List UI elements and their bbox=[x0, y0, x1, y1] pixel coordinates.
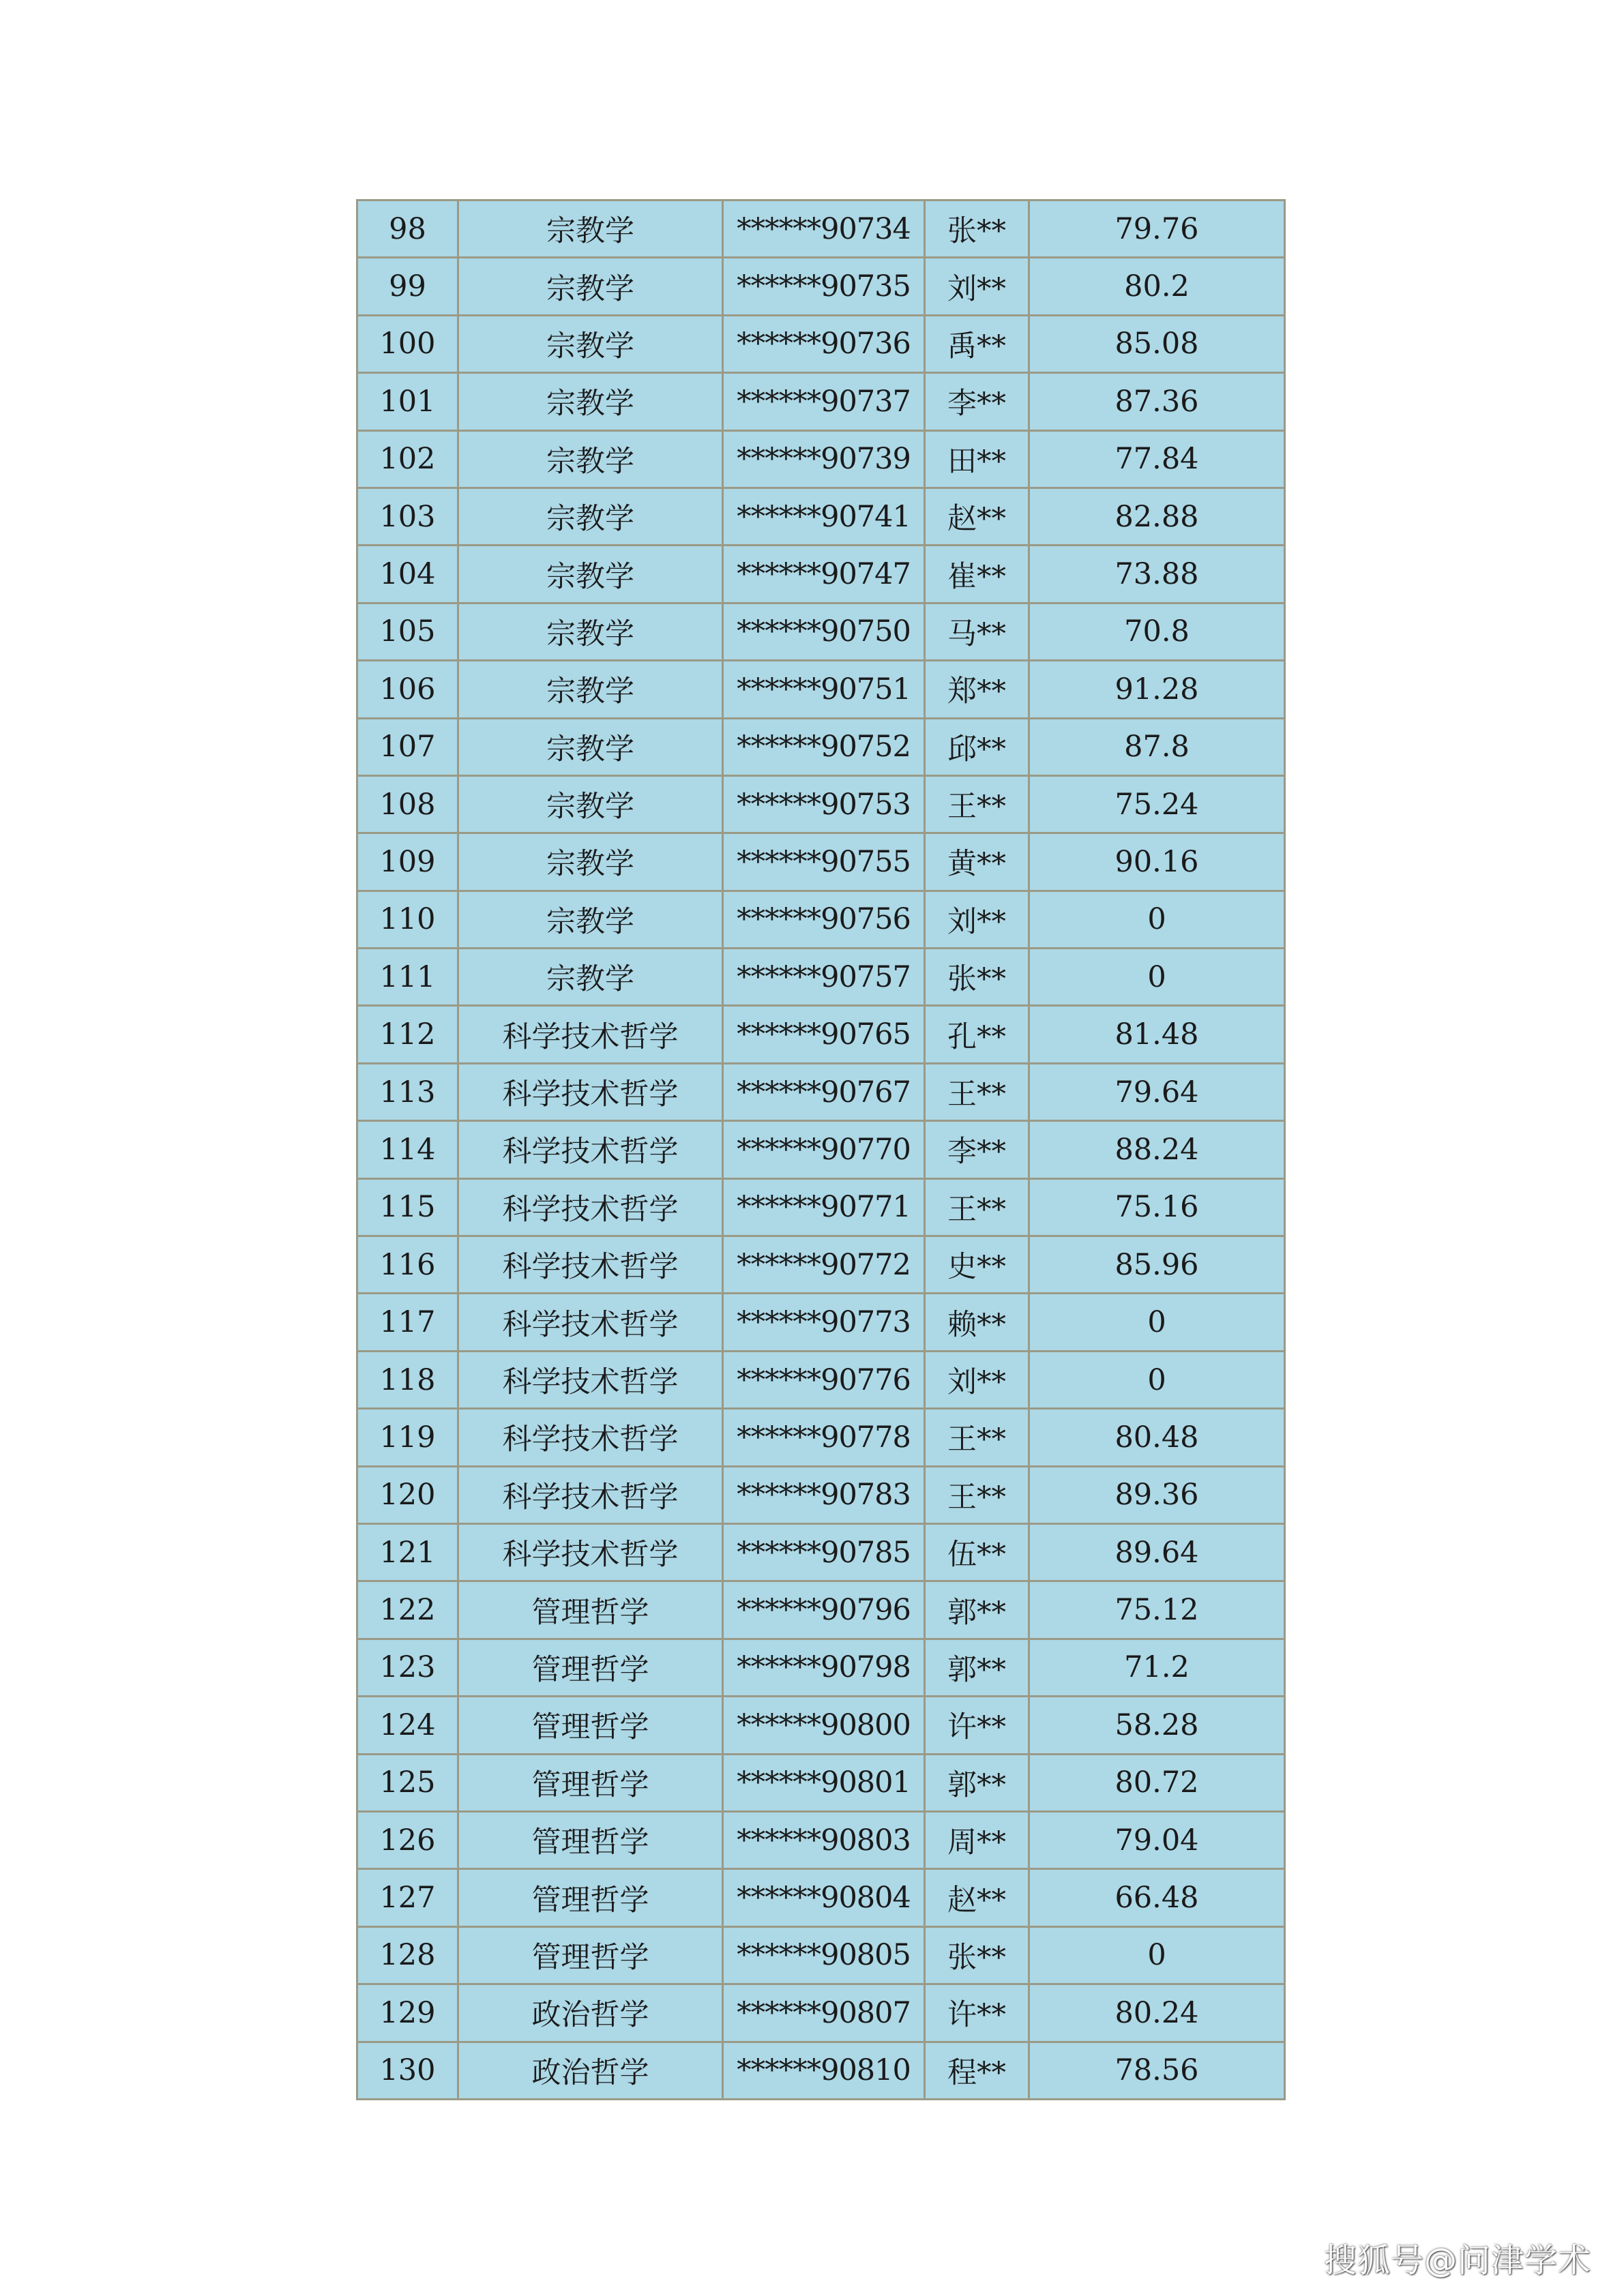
candidate-id-cell: ******90798 bbox=[723, 1639, 925, 1696]
candidate-name-cell: 张** bbox=[925, 949, 1029, 1006]
candidate-name-cell: 李** bbox=[925, 1121, 1029, 1178]
candidate-id-cell: ******90800 bbox=[723, 1697, 925, 1754]
score-cell: 77.84 bbox=[1029, 430, 1285, 488]
candidate-id-cell: ******90739 bbox=[723, 430, 925, 488]
score-cell: 75.16 bbox=[1029, 1178, 1285, 1236]
candidate-name-cell: 许** bbox=[925, 1697, 1029, 1754]
candidate-id-cell: ******90783 bbox=[723, 1466, 925, 1523]
candidate-name-cell: 禹** bbox=[925, 315, 1029, 372]
table-row bbox=[357, 1811, 1285, 1868]
score-cell: 75.12 bbox=[1029, 1581, 1285, 1639]
candidate-name-cell: 赵** bbox=[925, 488, 1029, 545]
candidate-name-cell: 赵** bbox=[925, 1869, 1029, 1926]
row-number-cell: 98 bbox=[357, 200, 458, 258]
major-cell: 科学技术哲学 bbox=[458, 1409, 723, 1466]
score-cell: 0 bbox=[1029, 1351, 1285, 1408]
candidate-name-cell: 王** bbox=[925, 1466, 1029, 1523]
candidate-name-cell: 郭** bbox=[925, 1581, 1029, 1639]
row-number-cell: 102 bbox=[357, 430, 458, 488]
row-number-cell: 122 bbox=[357, 1581, 458, 1639]
row-number-cell: 130 bbox=[357, 2042, 458, 2099]
score-table bbox=[356, 199, 1286, 2100]
table-row bbox=[357, 949, 1285, 1006]
candidate-id-cell: ******90736 bbox=[723, 315, 925, 372]
row-number-cell: 128 bbox=[357, 1926, 458, 1984]
major-cell: 管理哲学 bbox=[458, 1639, 723, 1696]
major-cell: 管理哲学 bbox=[458, 1754, 723, 1811]
score-cell: 85.96 bbox=[1029, 1236, 1285, 1294]
row-number-cell: 126 bbox=[357, 1811, 458, 1868]
candidate-name-cell: 李** bbox=[925, 373, 1029, 430]
candidate-name-cell: 郑** bbox=[925, 661, 1029, 718]
candidate-id-cell: ******90750 bbox=[723, 603, 925, 660]
candidate-id-cell: ******90801 bbox=[723, 1754, 925, 1811]
score-cell: 70.8 bbox=[1029, 603, 1285, 660]
candidate-name-cell: 刘** bbox=[925, 891, 1029, 948]
table-row bbox=[357, 603, 1285, 660]
candidate-name-cell: 周** bbox=[925, 1811, 1029, 1868]
major-cell: 宗教学 bbox=[458, 891, 723, 948]
candidate-id-cell: ******90747 bbox=[723, 546, 925, 603]
score-cell: 58.28 bbox=[1029, 1697, 1285, 1754]
table-row bbox=[357, 430, 1285, 488]
candidate-name-cell: 张** bbox=[925, 200, 1029, 258]
candidate-name-cell: 王** bbox=[925, 1409, 1029, 1466]
score-cell: 87.8 bbox=[1029, 718, 1285, 775]
candidate-id-cell: ******90771 bbox=[723, 1178, 925, 1236]
row-number-cell: 114 bbox=[357, 1121, 458, 1178]
score-cell: 80.24 bbox=[1029, 1984, 1285, 2042]
major-cell: 管理哲学 bbox=[458, 1869, 723, 1926]
candidate-id-cell: ******90757 bbox=[723, 949, 925, 1006]
row-number-cell: 129 bbox=[357, 1984, 458, 2042]
table-row bbox=[357, 1926, 1285, 1984]
table-row bbox=[357, 833, 1285, 891]
score-cell: 89.64 bbox=[1029, 1523, 1285, 1581]
table-row bbox=[357, 258, 1285, 315]
row-number-cell: 99 bbox=[357, 258, 458, 315]
candidate-name-cell: 程** bbox=[925, 2042, 1029, 2099]
score-cell: 88.24 bbox=[1029, 1121, 1285, 1178]
score-cell: 0 bbox=[1029, 949, 1285, 1006]
row-number-cell: 115 bbox=[357, 1178, 458, 1236]
table-row bbox=[357, 1351, 1285, 1408]
candidate-id-cell: ******90765 bbox=[723, 1006, 925, 1063]
score-cell: 85.08 bbox=[1029, 315, 1285, 372]
table-row bbox=[357, 1121, 1285, 1178]
row-number-cell: 119 bbox=[357, 1409, 458, 1466]
major-cell: 宗教学 bbox=[458, 603, 723, 660]
major-cell: 科学技术哲学 bbox=[458, 1466, 723, 1523]
table-row bbox=[357, 1869, 1285, 1926]
candidate-name-cell: 赖** bbox=[925, 1294, 1029, 1351]
score-cell: 73.88 bbox=[1029, 546, 1285, 603]
candidate-name-cell: 郭** bbox=[925, 1754, 1029, 1811]
row-number-cell: 112 bbox=[357, 1006, 458, 1063]
major-cell: 宗教学 bbox=[458, 949, 723, 1006]
table-row bbox=[357, 200, 1285, 258]
candidate-name-cell: 王** bbox=[925, 775, 1029, 833]
score-cell: 0 bbox=[1029, 1294, 1285, 1351]
candidate-id-cell: ******90770 bbox=[723, 1121, 925, 1178]
major-cell: 宗教学 bbox=[458, 833, 723, 891]
candidate-id-cell: ******90752 bbox=[723, 718, 925, 775]
candidate-id-cell: ******90803 bbox=[723, 1811, 925, 1868]
candidate-id-cell: ******90767 bbox=[723, 1063, 925, 1120]
table-row bbox=[357, 661, 1285, 718]
row-number-cell: 121 bbox=[357, 1523, 458, 1581]
score-cell: 80.72 bbox=[1029, 1754, 1285, 1811]
major-cell: 宗教学 bbox=[458, 373, 723, 430]
score-cell: 75.24 bbox=[1029, 775, 1285, 833]
table-row bbox=[357, 373, 1285, 430]
row-number-cell: 117 bbox=[357, 1294, 458, 1351]
score-cell: 82.88 bbox=[1029, 488, 1285, 545]
row-number-cell: 125 bbox=[357, 1754, 458, 1811]
candidate-id-cell: ******90804 bbox=[723, 1869, 925, 1926]
major-cell: 科学技术哲学 bbox=[458, 1178, 723, 1236]
table-row bbox=[357, 718, 1285, 775]
candidate-name-cell: 田** bbox=[925, 430, 1029, 488]
candidate-id-cell: ******90778 bbox=[723, 1409, 925, 1466]
major-cell: 科学技术哲学 bbox=[458, 1294, 723, 1351]
candidate-name-cell: 崔** bbox=[925, 546, 1029, 603]
score-cell: 90.16 bbox=[1029, 833, 1285, 891]
major-cell: 宗教学 bbox=[458, 430, 723, 488]
major-cell: 科学技术哲学 bbox=[458, 1236, 723, 1294]
table-row bbox=[357, 546, 1285, 603]
major-cell: 科学技术哲学 bbox=[458, 1523, 723, 1581]
major-cell: 宗教学 bbox=[458, 200, 723, 258]
candidate-name-cell: 王** bbox=[925, 1178, 1029, 1236]
candidate-id-cell: ******90805 bbox=[723, 1926, 925, 1984]
candidate-name-cell: 郭** bbox=[925, 1639, 1029, 1696]
row-number-cell: 111 bbox=[357, 949, 458, 1006]
table-row bbox=[357, 1409, 1285, 1466]
row-number-cell: 101 bbox=[357, 373, 458, 430]
major-cell: 宗教学 bbox=[458, 258, 723, 315]
major-cell: 宗教学 bbox=[458, 718, 723, 775]
candidate-id-cell: ******90753 bbox=[723, 775, 925, 833]
table-row bbox=[357, 775, 1285, 833]
score-cell: 87.36 bbox=[1029, 373, 1285, 430]
score-cell: 71.2 bbox=[1029, 1639, 1285, 1696]
candidate-id-cell: ******90796 bbox=[723, 1581, 925, 1639]
major-cell: 政治哲学 bbox=[458, 1984, 723, 2042]
row-number-cell: 107 bbox=[357, 718, 458, 775]
candidate-id-cell: ******90785 bbox=[723, 1523, 925, 1581]
score-cell: 80.2 bbox=[1029, 258, 1285, 315]
candidate-id-cell: ******90735 bbox=[723, 258, 925, 315]
candidate-name-cell: 伍** bbox=[925, 1523, 1029, 1581]
candidate-name-cell: 邱** bbox=[925, 718, 1029, 775]
major-cell: 管理哲学 bbox=[458, 1697, 723, 1754]
major-cell: 管理哲学 bbox=[458, 1926, 723, 1984]
major-cell: 宗教学 bbox=[458, 315, 723, 372]
row-number-cell: 123 bbox=[357, 1639, 458, 1696]
major-cell: 管理哲学 bbox=[458, 1581, 723, 1639]
row-number-cell: 105 bbox=[357, 603, 458, 660]
table-row bbox=[357, 1006, 1285, 1063]
candidate-id-cell: ******90776 bbox=[723, 1351, 925, 1408]
score-cell: 0 bbox=[1029, 891, 1285, 948]
major-cell: 政治哲学 bbox=[458, 2042, 723, 2099]
major-cell: 科学技术哲学 bbox=[458, 1121, 723, 1178]
table-row bbox=[357, 1523, 1285, 1581]
table-row bbox=[357, 1063, 1285, 1120]
row-number-cell: 127 bbox=[357, 1869, 458, 1926]
major-cell: 宗教学 bbox=[458, 775, 723, 833]
score-cell: 79.04 bbox=[1029, 1811, 1285, 1868]
candidate-id-cell: ******90751 bbox=[723, 661, 925, 718]
score-cell: 66.48 bbox=[1029, 1869, 1285, 1926]
candidate-name-cell: 张** bbox=[925, 1926, 1029, 1984]
major-cell: 宗教学 bbox=[458, 546, 723, 603]
table-row bbox=[357, 1697, 1285, 1754]
candidate-id-cell: ******90737 bbox=[723, 373, 925, 430]
score-cell: 78.56 bbox=[1029, 2042, 1285, 2099]
score-table-body bbox=[357, 200, 1285, 2100]
table-row bbox=[357, 891, 1285, 948]
score-cell: 91.28 bbox=[1029, 661, 1285, 718]
row-number-cell: 104 bbox=[357, 546, 458, 603]
candidate-id-cell: ******90734 bbox=[723, 200, 925, 258]
candidate-name-cell: 黄** bbox=[925, 833, 1029, 891]
table-row bbox=[357, 315, 1285, 372]
score-cell: 89.36 bbox=[1029, 1466, 1285, 1523]
candidate-name-cell: 刘** bbox=[925, 258, 1029, 315]
candidate-id-cell: ******90755 bbox=[723, 833, 925, 891]
major-cell: 科学技术哲学 bbox=[458, 1006, 723, 1063]
table-row bbox=[357, 1178, 1285, 1236]
table-row bbox=[357, 1236, 1285, 1294]
row-number-cell: 120 bbox=[357, 1466, 458, 1523]
row-number-cell: 108 bbox=[357, 775, 458, 833]
table-row bbox=[357, 1984, 1285, 2042]
candidate-name-cell: 史** bbox=[925, 1236, 1029, 1294]
major-cell: 科学技术哲学 bbox=[458, 1063, 723, 1120]
table-row bbox=[357, 2042, 1285, 2099]
table-row bbox=[357, 1639, 1285, 1696]
row-number-cell: 109 bbox=[357, 833, 458, 891]
major-cell: 宗教学 bbox=[458, 661, 723, 718]
score-cell: 79.76 bbox=[1029, 200, 1285, 258]
candidate-name-cell: 许** bbox=[925, 1984, 1029, 2042]
candidate-id-cell: ******90810 bbox=[723, 2042, 925, 2099]
row-number-cell: 113 bbox=[357, 1063, 458, 1120]
major-cell: 科学技术哲学 bbox=[458, 1351, 723, 1408]
table-row bbox=[357, 1294, 1285, 1351]
candidate-name-cell: 孔** bbox=[925, 1006, 1029, 1063]
candidate-name-cell: 王** bbox=[925, 1063, 1029, 1120]
candidate-id-cell: ******90756 bbox=[723, 891, 925, 948]
candidate-id-cell: ******90773 bbox=[723, 1294, 925, 1351]
candidate-id-cell: ******90772 bbox=[723, 1236, 925, 1294]
row-number-cell: 103 bbox=[357, 488, 458, 545]
major-cell: 宗教学 bbox=[458, 488, 723, 545]
row-number-cell: 124 bbox=[357, 1697, 458, 1754]
score-cell: 79.64 bbox=[1029, 1063, 1285, 1120]
table-row bbox=[357, 1581, 1285, 1639]
table-row bbox=[357, 488, 1285, 545]
table-row bbox=[357, 1466, 1285, 1523]
score-cell: 0 bbox=[1029, 1926, 1285, 1984]
score-cell: 81.48 bbox=[1029, 1006, 1285, 1063]
candidate-name-cell: 马** bbox=[925, 603, 1029, 660]
row-number-cell: 118 bbox=[357, 1351, 458, 1408]
row-number-cell: 116 bbox=[357, 1236, 458, 1294]
candidate-name-cell: 刘** bbox=[925, 1351, 1029, 1408]
score-cell: 80.48 bbox=[1029, 1409, 1285, 1466]
row-number-cell: 106 bbox=[357, 661, 458, 718]
watermark-text: 搜狐号@问津学术 bbox=[1323, 2241, 1591, 2280]
candidate-id-cell: ******90807 bbox=[723, 1984, 925, 2042]
major-cell: 管理哲学 bbox=[458, 1811, 723, 1868]
candidate-id-cell: ******90741 bbox=[723, 488, 925, 545]
table-row bbox=[357, 1754, 1285, 1811]
row-number-cell: 110 bbox=[357, 891, 458, 948]
row-number-cell: 100 bbox=[357, 315, 458, 372]
